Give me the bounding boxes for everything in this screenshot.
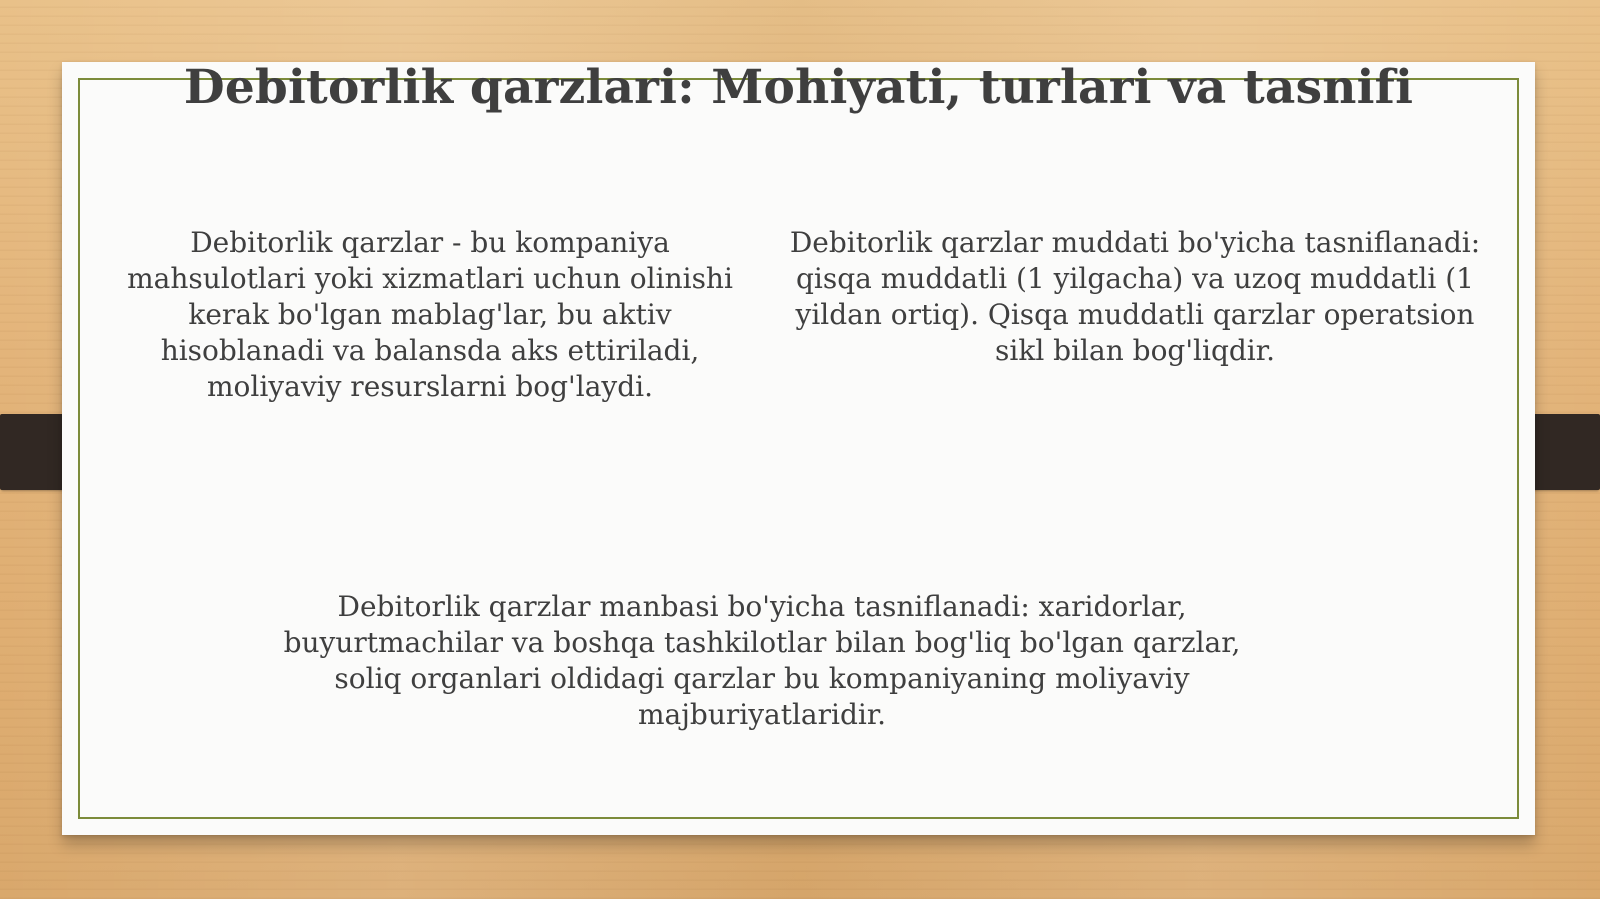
term-classification-paragraph: Debitorlik qarzlar muddati bo'yicha tasniflanadi: qisqa muddatli (1 yilgacha) va uzoq muddatli (1 yildan ortiq). Qisqa muddatli qarzlar operatsion sikl bilan bog'liqdir. [789, 226, 1481, 367]
source-classification-paragraph: Debitorlik qarzlar manbasi bo'yicha tasniflanadi: xaridorlar, buyurtmachilar va boshqa tashkilotlar bilan bog'liq bo'lgan qarzlar, soliq organlari oldidagi qarzlar bu kompaniyaning moliyaviy majburiyatlaridir. [283, 590, 1241, 731]
definition-paragraph: Debitorlik qarzlar - bu kompaniya mahsulotlari yoki xizmatlari uchun olinishi kerak bo'lgan mablag'lar, bu aktiv hisoblanadi va balansda aks ettiriladi, moliyaviy resurslarni bog'laydi. [127, 226, 733, 403]
slide-card [62, 62, 1535, 835]
slide-title: Debitorlik qarzlari: Mohiyati, turlari va tasnifi [183, 60, 1414, 115]
